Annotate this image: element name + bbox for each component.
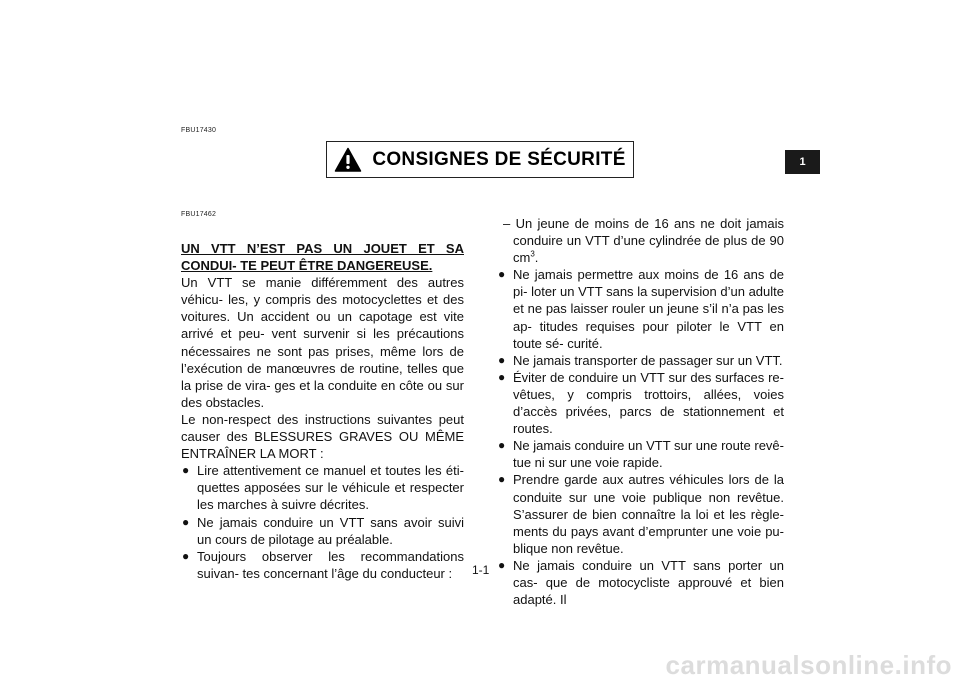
left-column [181,240,464,582]
paragraph: Un VTT se manie différemment des autres véhicu- les, y compris des motocyclettes et des voitures. Un accident ou un capotage est vite arrivé et peu- vent survenir si les précautions nécessaires ne sont pas prises, même lors de l’exécution de manœuvres de routine, telles que la prise de vira- ges et la conduite en côte ou sur des obstacles. [181,275,464,410]
section-title: CONSIGNES DE SÉCURITÉ [372,148,626,170]
bullet-icon: ● [498,472,506,487]
bullet-item: ● Ne jamais conduire un VTT sans porter un cas- que de motocycliste approuvé et bien adapté. Il [498,557,784,608]
bullet-icon: ● [498,557,506,572]
bullet-item: ● Éviter de conduire un VTT sur des surfaces re- vêtues, y compris trottoirs, allées, voies d’accès privées, parcs de stationnement et routes. [498,369,784,437]
bullet-item: ● Prendre garde aux autres véhicules lors de la conduite sur une voie publique non revêtue. S’assurer de bien connaître la loi et les règle- ments du pays avant d’emprunter une voie pu- blique non revêtue. [498,472,784,556]
bullet-icon: ● [498,369,506,384]
page-number: 1-1 [472,563,490,577]
watermark: carmanualsonline.info [665,650,952,680]
warning-heading: UN VTT N’EST PAS UN JOUET ET SA CONDUI- TE PEUT ÊTRE DANGEREUSE. [181,241,464,274]
bullet-icon: ● [182,514,190,529]
warning-triangle-icon [334,147,362,173]
bullet-icon: ● [498,267,506,282]
bullet-item: ● Ne jamais transporter de passager sur un VTT. [498,352,783,368]
bullet-icon: ● [182,463,190,478]
bullet-item: ● Ne jamais conduire un VTT sans avoir suivi un cours de pilotage au préalable. [182,514,464,547]
bullet-item: ● Toujours observer les recommandations suivan- tes concernant l’âge du conducteur : [182,548,464,581]
bullet-icon: ● [498,438,506,453]
right-column [497,215,784,608]
chapter-tab: 1 [785,150,820,174]
document-code-section: FBU17462 [181,211,217,218]
dash-item: – Un jeune de moins de 16 ans ne doit jamais conduire un VTT d’une cylindrée de plus de 90 $cm^3$. [503,216,784,266]
section-title-box [326,141,634,178]
bullet-item: ● Lire attentivement ce manuel et toutes les éti- quettes apposées sur le véhicule et respecter les marches à suivre décrites. [182,463,464,513]
bullet-icon: ● [182,548,190,563]
bullet-icon: ● [498,352,506,367]
bullet-item: ● Ne jamais conduire un VTT sur une route revê- tue ni sur une voie rapide. [498,438,784,471]
document-code-top: FBU17430 [181,127,217,134]
bullet-item: ● Ne jamais permettre aux moins de 16 ans de pi- loter un VTT sans la supervision d’un adulte et ne pas laisser rouler un jeune s’il n’a pas les ap- titudes requises pour piloter le VTT en toute sé- curité. [498,267,784,351]
paragraph: Le non-respect des instructions suivantes peut causer des BLESSURES GRAVES OU MÊME ENTRAÎNER LA MORT : [181,411,464,462]
